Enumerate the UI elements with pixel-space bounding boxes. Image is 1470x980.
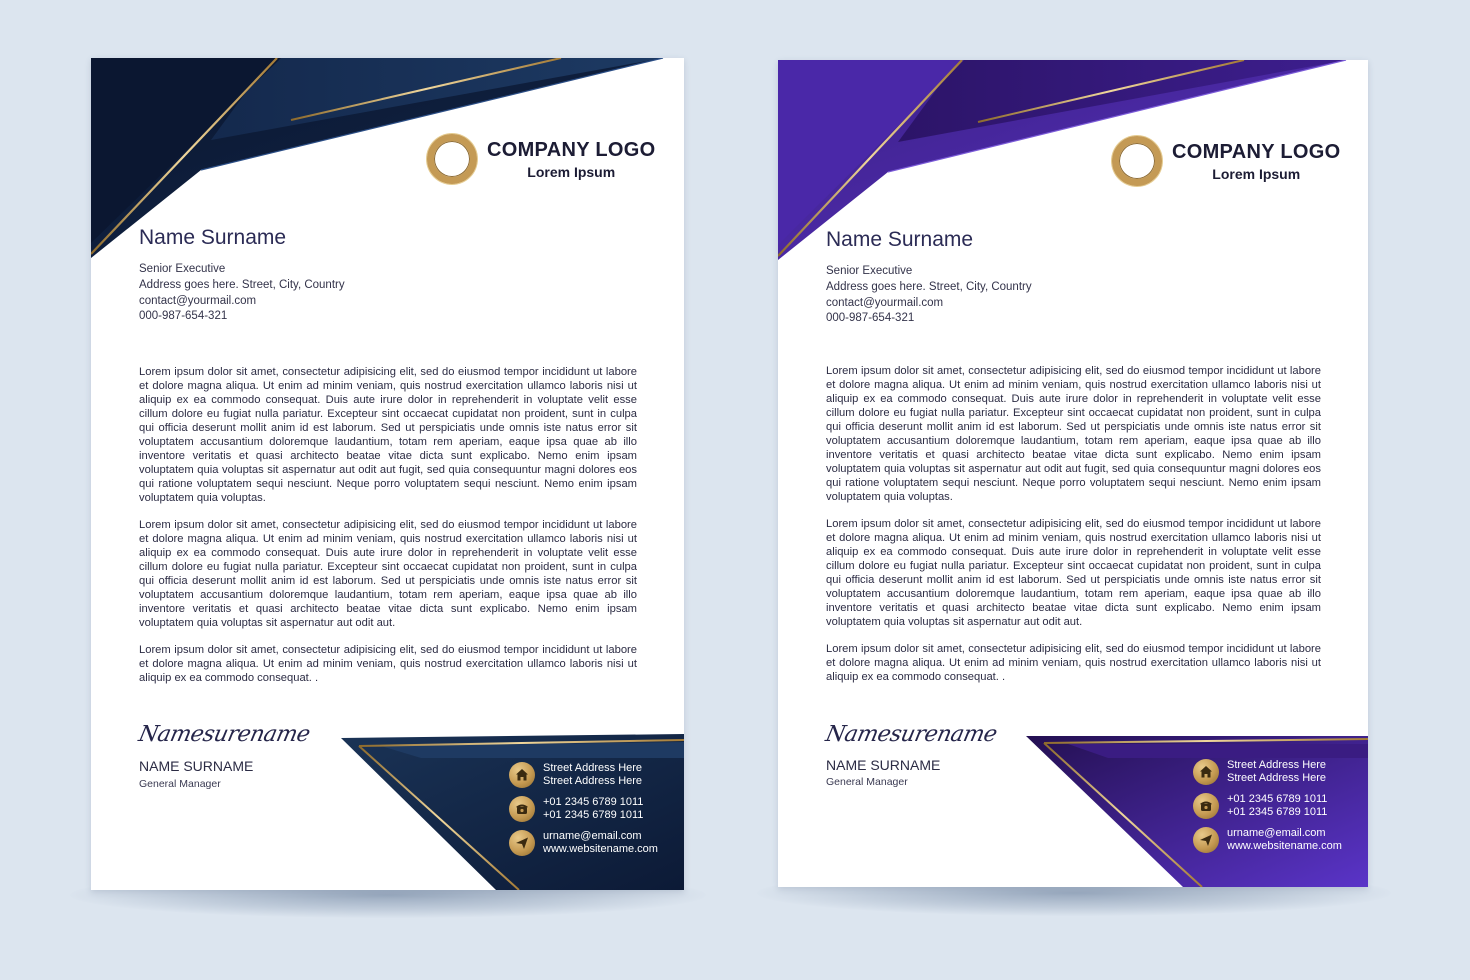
contact-line: Street Address Here xyxy=(1227,772,1327,784)
contact-line: +01 2345 6789 1011 xyxy=(543,795,644,808)
phone-icon xyxy=(509,796,535,822)
company-logo xyxy=(427,134,655,184)
gold-ring-icon xyxy=(1112,136,1162,186)
sender-address: Address goes here. Street, City, Country xyxy=(826,280,1032,293)
sender-phone: 000-987-654-321 xyxy=(826,312,915,325)
sender-title: Senior Executive xyxy=(826,265,913,277)
contact-web xyxy=(1193,826,1342,854)
contact-line: www.websitename.com xyxy=(543,843,658,855)
sender-email: contact@yourmail.com xyxy=(139,294,257,307)
body-paragraph: Lorem ipsum dolor sit amet, consectetur adipisicing elit, sed do eiusmod tempor incididunt ut labore et dolore magna aliqua. Ut enim ad minim veniam, quis nostrud exercitation ullamco laboris nisi ut aliquip ex ea commodo consequat. Duis aute irure dolor in reprehenderit in voluptate velit esse cillum dolore eu fugiat nulla pariatur. Excepteur sint occaecat cupidatat non proident, sunt in culpa qui officia deserunt mollit anim id est laborum. Sed ut perspiciatis unde omnis iste natus error sit voluptatem accusantium doloremque laudantium, totam rem aperiam, eaque ipsa quae ab illo inventore veritatis et quasi architecto beatae vitae dicta sunt explicabo. Nemo enim ipsam voluptatem quia voluptas sit aspernatur aut odit aut. xyxy=(139,519,637,629)
sender-block xyxy=(139,226,345,325)
contact-line: +01 2345 6789 1011 xyxy=(543,809,644,821)
home-icon xyxy=(1193,759,1219,785)
send-icon xyxy=(509,830,535,856)
signatory-role: General Manager xyxy=(826,776,908,788)
contact-list xyxy=(1193,758,1342,860)
contact-web xyxy=(509,829,658,857)
contact-line: urname@email.com xyxy=(1227,826,1326,839)
letter-body xyxy=(826,364,1321,697)
contact-line: www.websitename.com xyxy=(1227,840,1342,852)
home-icon xyxy=(509,762,535,788)
body-paragraph: Lorem ipsum dolor sit amet, consectetur adipisicing elit, sed do eiusmod tempor incididunt ut labore et dolore magna aliqua. Ut enim ad minim veniam, quis nostrud exercitation ullamco laboris nisi ut aliquip ex ea commodo consequat. . xyxy=(826,643,1321,683)
contact-line: urname@email.com xyxy=(543,829,642,842)
logo-subtitle: Lorem Ipsum xyxy=(527,163,616,180)
handwritten-signature: Namesurename xyxy=(823,722,1000,747)
logo-title: COMPANY LOGO xyxy=(1172,140,1341,163)
contact-phone xyxy=(509,795,658,823)
company-logo xyxy=(1112,136,1340,186)
contact-line: Street Address Here xyxy=(1227,758,1327,771)
contact-phone xyxy=(1193,792,1342,820)
contact-line: +01 2345 6789 1011 xyxy=(1227,792,1328,805)
sender-email: contact@yourmail.com xyxy=(826,296,944,309)
contact-address xyxy=(1193,758,1342,786)
signatory-name: NAME SURNAME xyxy=(826,757,941,773)
body-paragraph: Lorem ipsum dolor sit amet, consectetur adipisicing elit, sed do eiusmod tempor incididunt ut labore et dolore magna aliqua. Ut enim ad minim veniam, quis nostrud exercitation ullamco laboris nisi ut aliquip ex ea commodo consequat. Duis aute irure dolor in reprehenderit in voluptate velit esse cillum dolore eu fugiat nulla pariatur. Excepteur sint occaecat cupidatat non proident, sunt in culpa qui officia deserunt mollit anim id est laborum. Sed ut perspiciatis unde omnis iste natus error sit voluptatem accusantium doloremque laudantium, totam rem aperiam, eaque ipsa quae ab illo inventore veritatis et quasi architecto beatae vitae dicta sunt explicabo. Nemo enim ipsam voluptatem quia voluptas sit aspernatur aut odit aut fugit, sed quia consequuntur magni dolores eos qui ratione voluptatem sequi nesciunt. Neque porro voluptatem sequi nesciunt. Nemo enim ipsam voluptatem quia voluptas. xyxy=(826,365,1321,503)
letter-body xyxy=(139,365,637,698)
contact-line: Street Address Here xyxy=(543,761,643,774)
sender-address: Address goes here. Street, City, Country xyxy=(139,278,345,291)
body-paragraph: Lorem ipsum dolor sit amet, consectetur adipisicing elit, sed do eiusmod tempor incididunt ut labore et dolore magna aliqua. Ut enim ad minim veniam, quis nostrud exercitation ullamco laboris nisi ut aliquip ex ea commodo consequat. Duis aute irure dolor in reprehenderit in voluptate velit esse cillum dolore eu fugiat nulla pariatur. Excepteur sint occaecat cupidatat non proident, sunt in culpa qui officia deserunt mollit anim id est laborum. Sed ut perspiciatis unde omnis iste natus error sit voluptatem accusantium doloremque laudantium, totam rem aperiam, eaque ipsa quae ab illo inventore veritatis et quasi architecto beatae vitae dicta sunt explicabo. Nemo enim ipsam voluptatem quia voluptas sit aspernatur aut odit aut. xyxy=(826,518,1321,628)
sender-block xyxy=(826,228,1032,327)
signatory-role: General Manager xyxy=(139,778,221,790)
sender-title: Senior Executive xyxy=(139,263,226,275)
contact-list xyxy=(509,761,658,863)
letterhead-purple xyxy=(778,60,1368,887)
phone-icon xyxy=(1193,793,1219,819)
sender-phone: 000-987-654-321 xyxy=(139,310,228,323)
handwritten-signature: Namesurename xyxy=(136,722,313,747)
gold-ring-icon xyxy=(427,134,477,184)
letterhead-navy xyxy=(91,58,684,890)
contact-address xyxy=(509,761,658,789)
signatory-name: NAME SURNAME xyxy=(139,758,254,774)
sender-name: Name Surname xyxy=(826,228,974,251)
body-paragraph: Lorem ipsum dolor sit amet, consectetur adipisicing elit, sed do eiusmod tempor incididunt ut labore et dolore magna aliqua. Ut enim ad minim veniam, quis nostrud exercitation ullamco laboris nisi ut aliquip ex ea commodo consequat. Duis aute irure dolor in reprehenderit in voluptate velit esse cillum dolore eu fugiat nulla pariatur. Excepteur sint occaecat cupidatat non proident, sunt in culpa qui officia deserunt mollit anim id est laborum. Sed ut perspiciatis unde omnis iste natus error sit voluptatem accusantium doloremque laudantium, totam rem aperiam, eaque ipsa quae ab illo inventore veritatis et quasi architecto beatae vitae dicta sunt explicabo. Nemo enim ipsam voluptatem quia voluptas sit aspernatur aut odit aut fugit, sed quia consequuntur magni dolores eos qui ratione voluptatem sequi nesciunt. Neque porro voluptatem sequi nesciunt. Nemo enim ipsam voluptatem quia voluptas. xyxy=(139,366,637,504)
send-icon xyxy=(1193,827,1219,853)
logo-subtitle: Lorem Ipsum xyxy=(1212,165,1301,182)
contact-line: Street Address Here xyxy=(543,775,643,787)
sender-name: Name Surname xyxy=(139,226,287,249)
body-paragraph: Lorem ipsum dolor sit amet, consectetur adipisicing elit, sed do eiusmod tempor incididunt ut labore et dolore magna aliqua. Ut enim ad minim veniam, quis nostrud exercitation ullamco laboris nisi ut aliquip ex ea commodo consequat. . xyxy=(139,644,637,684)
contact-line: +01 2345 6789 1011 xyxy=(1227,806,1328,818)
logo-title: COMPANY LOGO xyxy=(487,138,656,161)
